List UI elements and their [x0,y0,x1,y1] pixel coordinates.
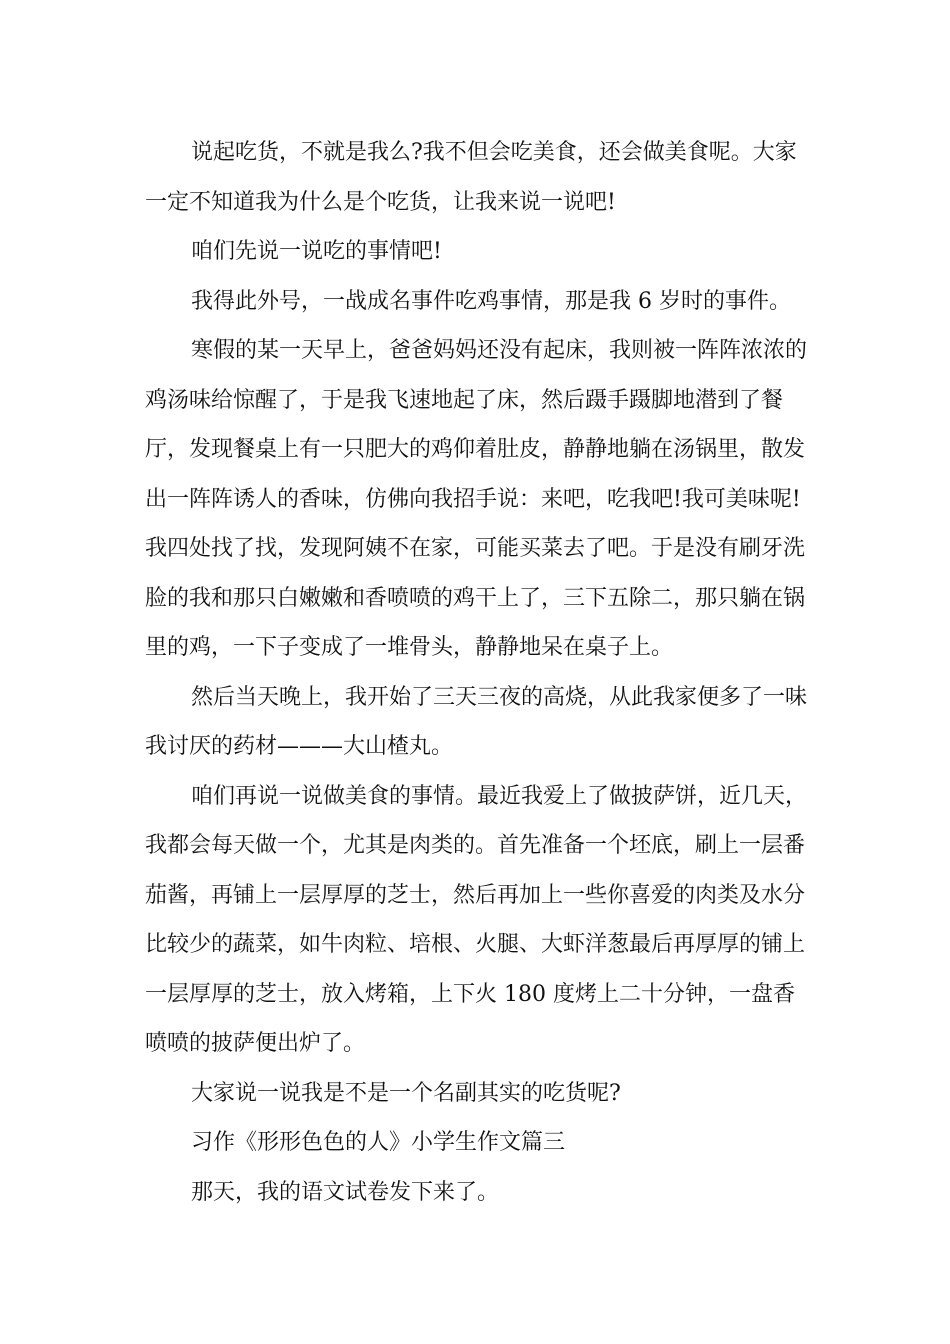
paragraph-chicken-story: 寒假的某一天早上，爸爸妈妈还没有起床，我则被一阵阵浓浓的鸡汤味给惊醒了，于是我飞速地起了床，然后蹑手蹑脚地潜到了餐厅，发现餐桌上有一只肥大的鸡仰着肚皮，静静地躺在汤锅里，散发出一阵阵诱人的香味，仿佛向我招手说：来吧，吃我吧!我可美味呢!我四处找了找，发现阿姨不在家，可能买菜去了吧。于是没有刷牙洗脸的我和那只白嫩嫩和香喷喷的鸡干上了，三下五除二，那只躺在锅里的鸡，一下子变成了一堆骨头，静静地呆在桌子上。 [145,338,808,660]
paragraph-intro: 说起吃货，不就是我么?我不但会吃美食，还会做美食呢。大家一定不知道我为什么是个吃货，让我来说一说吧! [145,140,797,215]
paragraph-exam: 那天，我的语文试卷发下来了。 [191,1179,500,1205]
paragraph-pizza: 咱们再说一说做美食的事情。最近我爱上了做披萨饼，近几天，我都会每天做一个，尤其是肉类的。首先准备一个坯底，刷上一层番茄酱，再铺上一层厚厚的芝士，然后再加上一些你喜爱的肉类及水分比较少的蔬菜，如牛肉粒、培根、火腿、大虾洋葱最后再厚厚的铺上一层厚厚的芝士，放入烤箱，上下火 180 度烤上二十分钟，一盘香喷喷的披萨便出炉了。 [145,783,808,1056]
paragraph-fever: 然后当天晚上，我开始了三天三夜的高烧，从此我家便多了一味我讨厌的药材———大山楂丸。 [145,684,808,759]
paragraph-eating-intro: 咱们先说一说吃的事情吧! [191,239,442,264]
section-heading: 习作《形形色色的人》小学生作文篇三 [191,1130,566,1155]
article-body [145,128,813,1217]
paragraph-nickname: 我得此外号，一战成名事件吃鸡事情，那是我 6 岁时的事件。 [191,288,791,314]
paragraph-question: 大家说一说我是不是一个名副其实的吃货呢? [191,1080,621,1106]
